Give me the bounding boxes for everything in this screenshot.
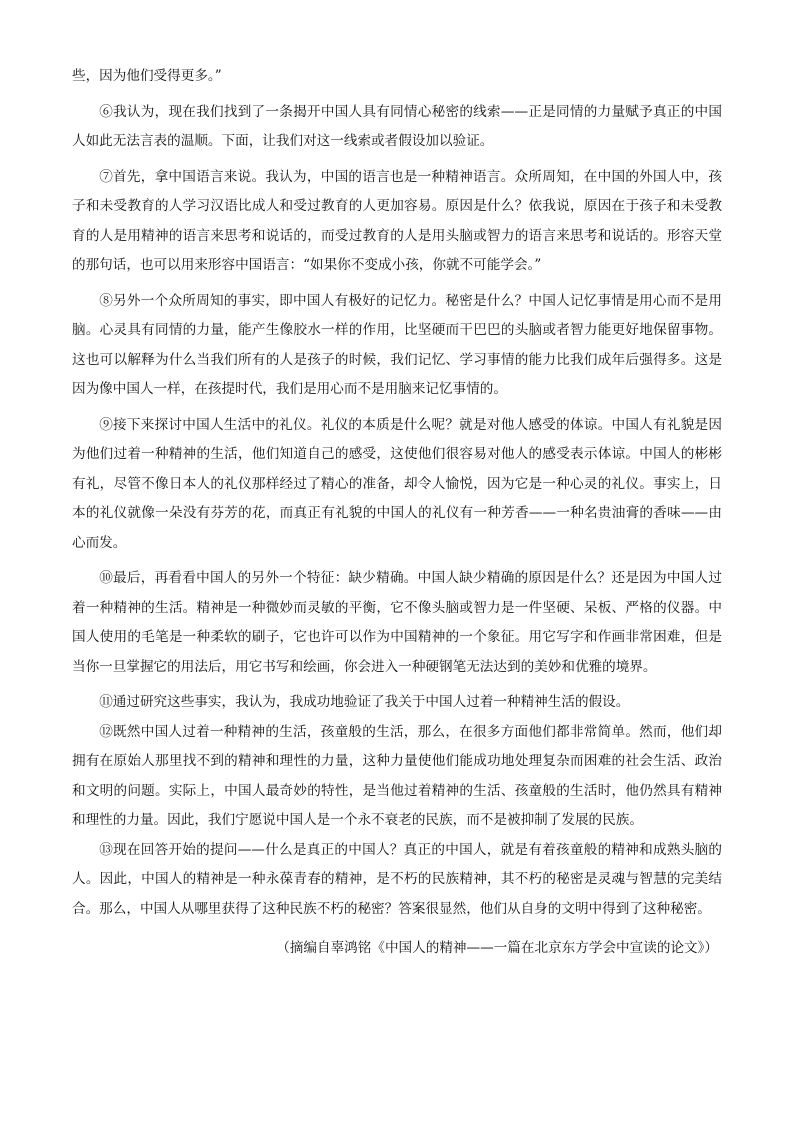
paragraph-9: ⑨接下来探讨中国人生活中的礼仪。礼仪的本质是什么呢？就是对他人感受的体谅。中国人有礼貌是因为他们过着一种精神的生活，他们知道自己的感受，这使他们很容易对他人的感受表示体谅。中国人的彬彬有礼，尽管不像日本人的礼仪那样经过了精心的准备，却令人愉悦，因为它是一种心灵的礼仪。事实上，日本的礼仪就像一朵没有芬芳的花，而真正有礼貌的中国人的礼仪有一种芳香——一种名贵油膏的香味——由心而发。 [72,416,722,551]
article-body [72,62,722,964]
paragraph-7: ⑦首先，拿中国语言来说。我认为，中国的语言也是一种精神语言。众所周知，在中国的外国人中，孩子和未受教育的人学习汉语比成人和受过教育的人更加容易。原因是什么？依我说，原因在于孩子和未受教育的人是用精神的语言来思考和说话的，而受过教育的人是用头脑或智力的语言来思考和说话的。形容天堂的那句话，也可以用来形容中国语言：“如果你不变成小孩，你就不可能学会。” [72,168,722,273]
paragraph-11: ⑪通过研究这些事实，我认为，我成功地验证了我关于中国人过着一种精神生活的假设。 [99,694,630,710]
paragraph-8: ⑧另外一个众所周知的事实，即中国人有极好的记忆力。秘密是什么？中国人记忆事情是用心而不是用脑。心灵具有同情的力量，能产生像胶水一样的作用，比坚硬而干巴巴的头脑或者智力能更好地保留事物。这也可以解释为什么当我们所有的人是孩子的时候，我们记忆、学习事情的能力比我们成年后强得多。这是因为像中国人一样，在孩提时代，我们是用心而不是用脑来记忆事情的。 [72,292,722,397]
paragraph-12: ⑫既然中国人过着一种精神的生活，孩童般的生活，那么，在很多方面他们都非常简单。然而，他们却拥有在原始人那里找不到的精神和理性的力量，这种力量使他们能成功地处理复杂而困难的社会生活、政治和文明的问题。实际上，中国人最奇妙的特性，是当他过着精神的生活、孩童般的生活时，他仍然具有精神和理性的力量。因此，我们宁愿说中国人是一个永不衰老的民族，而不是被抑制了发展的民族。 [72,723,722,828]
paragraph-13: ⑬现在回答开始的提问——什么是真正的中国人？真正的中国人，就是有着孩童般的精神和成熟头脑的人。因此，中国人的精神是一种永葆青春的精神，是不朽的民族精神，其不朽的秘密是灵魂与智慧的完美结合。那么，中国人从哪里获得了这种民族不朽的秘密？答案很显然，他们从自身的文明中得到了这种秘密。 [72,841,722,917]
paragraph-6: ⑥我认为，现在我们找到了一条揭开中国人具有同情心秘密的线索——正是同情的力量赋予真正的中国人如此无法言表的温顺。下面，让我们对这一线索或者假设加以验证。 [72,103,722,149]
paragraph-10: ⑩最后，再看看中国人的另外一个特征：缺少精确。中国人缺少精确的原因是什么？还是因为中国人过着一种精神的生活。精神是一种微妙而灵敏的平衡，它不像头脑或智力是一件坚硬、呆板、严格的仪器。中国人使用的毛笔是一种柔软的刷子，它也许可以作为中国精神的一个象征。用它写字和作画非常困难，但是当你一旦掌握它的用法后，用它书写和绘画，你会进入一种硬钢笔无法达到的美妙和优雅的境界。 [72,570,722,675]
source-citation: （摘编自辜鸿铭《中国人的精神——一篇在北京东方学会中宣读的论文》） [276,940,718,956]
paragraph-continuation: 些，因为他们受得更多。” [72,68,222,84]
